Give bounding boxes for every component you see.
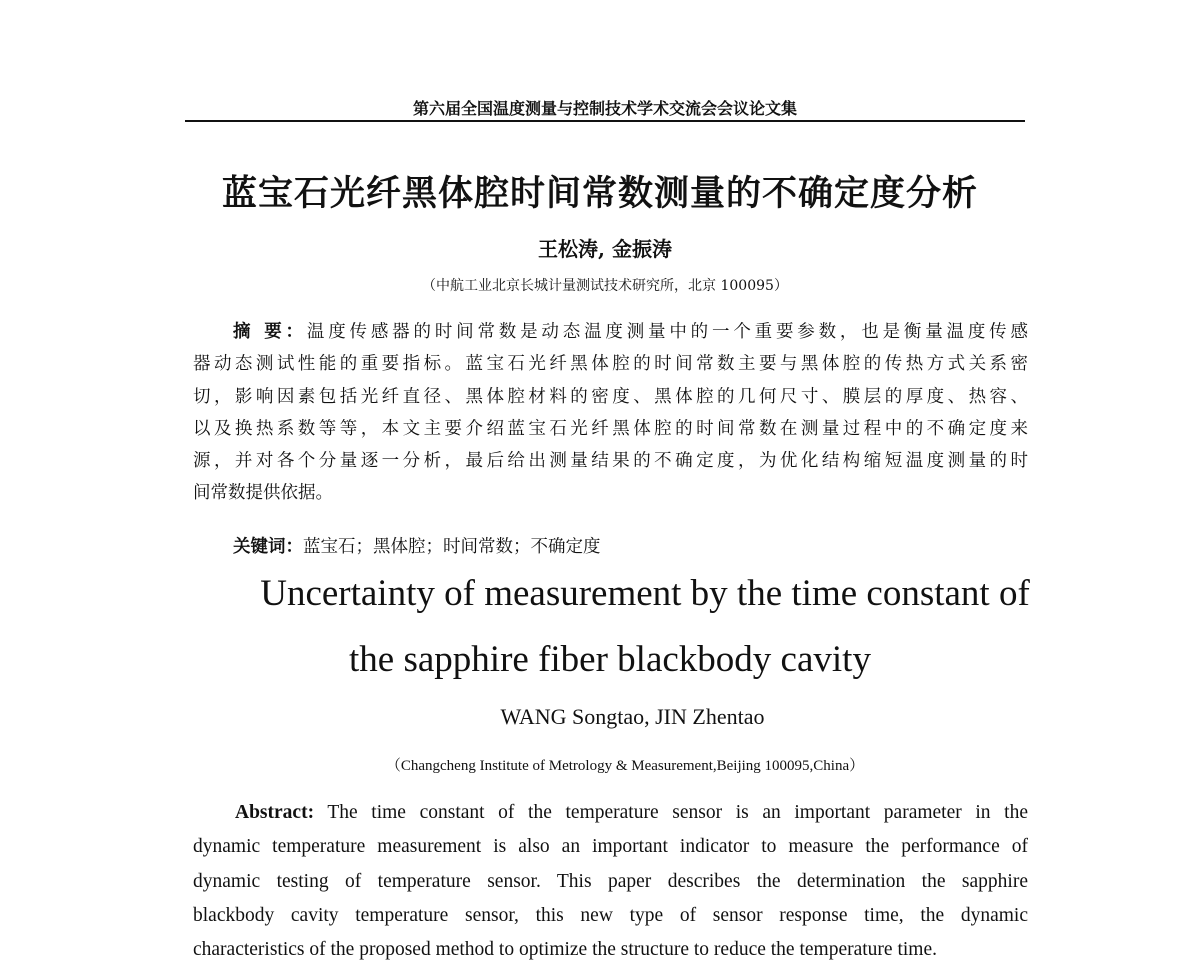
abstract-english: [193, 796, 1028, 967]
keywords-text: 蓝宝石；黑体腔；时间常数；不确定度: [303, 537, 601, 557]
affiliation-english: （Changcheng Institute of Metrology & Measurement,Beijing 100095,China）: [385, 758, 865, 774]
abstract-line: 源，并对各个分量逐一分析，最后给出测量结果的不确定度，为优化结构缩短温度测量的时: [193, 451, 1028, 472]
abstract-line: 切，影响因素包括光纤直径、黑体腔材料的密度、黑体腔的几何尺寸、膜层的厚度、热容、: [193, 386, 1028, 407]
abstract-line: 以及换热系数等等，本文主要介绍蓝宝石光纤黑体腔的时间常数在测量过程中的不确定度来: [193, 418, 1028, 439]
abstract-text: 温度传感器的时间常数是动态温度测量中的一个重要参数，也是衡量温度传感: [306, 322, 1029, 342]
abstract-chinese: [193, 316, 1028, 510]
abstract-label: 摘 要：: [233, 322, 307, 342]
keywords-label: 关键词：: [233, 537, 303, 557]
authors-english: WANG Songtao, JIN Zhentao: [500, 704, 765, 729]
abstract-line: [193, 796, 1028, 830]
abstract-line: dynamic temperature measurement is also an important indicator to measure the performance of: [193, 836, 1028, 858]
keywords-chinese: [233, 533, 601, 558]
abstract-line: characteristics of the proposed method to optimize the structure to reduce the temperature time.: [193, 939, 937, 961]
abstract-line: 间常数提供依据。: [193, 483, 333, 504]
running-header: 第六届全国温度测量与控制技术学术交流会会议论文集: [412, 99, 797, 118]
header-rule: [185, 120, 1025, 122]
abstract-line: dynamic testing of temperature sensor. This paper describes the determination the sapphire: [193, 870, 1028, 892]
paper-title-chinese: 蓝宝石光纤黑体腔时间常数测量的不确定度分析: [221, 174, 978, 214]
paper-title-english-line1: Uncertainty of measurement by the time constant of: [260, 573, 1030, 614]
authors-chinese: 王松涛, 金振涛: [538, 237, 672, 261]
abstract-line: blackbody cavity temperature sensor, this new type of sensor response time, the dynamic: [193, 904, 1028, 926]
abstract-line: 器动态测试性能的重要指标。蓝宝石光纤黑体腔的时间常数主要与黑体腔的传热方式关系密: [193, 354, 1028, 375]
abstract-label: Abstract:: [235, 802, 315, 823]
affiliation-chinese: （中航工业北京长城计量测试技术研究所，北京 100095）: [422, 278, 788, 294]
abstract-line: [193, 316, 1028, 348]
abstract-text: The time constant of the temperature sensor is an important parameter in the: [327, 802, 1028, 823]
paper-title-english-line2: the sapphire fiber blackbody cavity: [349, 639, 871, 680]
